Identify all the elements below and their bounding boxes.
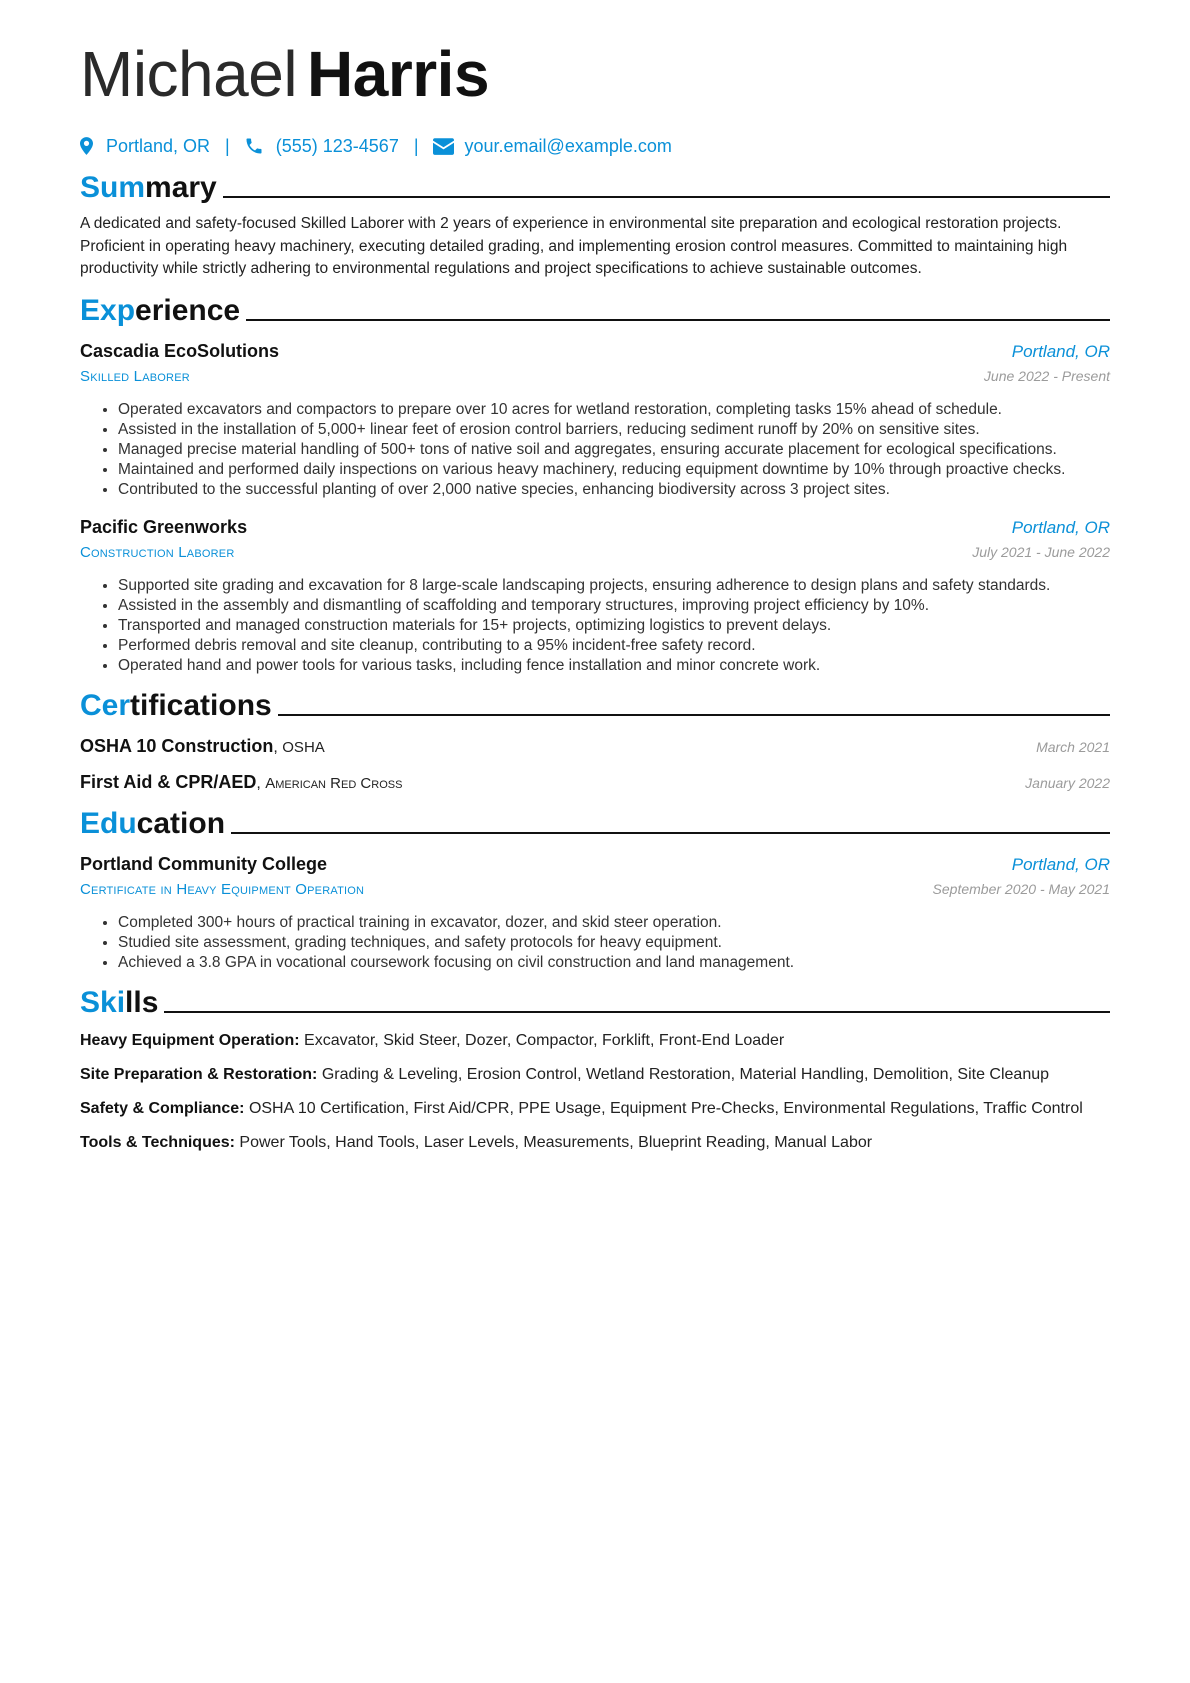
phone-text[interactable]: (555) 123-4567 bbox=[275, 136, 399, 156]
entry-subheader bbox=[80, 542, 1110, 562]
bullet-item: • Assisted in the assembly and dismantling of scaffolding and temporary structures, improving project efficiency by 10%. bbox=[118, 596, 1110, 616]
job-title: Skilled Laborer bbox=[80, 367, 190, 385]
experience-section bbox=[80, 293, 1110, 676]
envelope-icon bbox=[433, 138, 454, 155]
contact-email[interactable] bbox=[433, 134, 672, 158]
certification-issuer: American Red Cross bbox=[265, 774, 403, 792]
heading-accent: Sum bbox=[80, 171, 146, 204]
contact-phone[interactable] bbox=[244, 134, 399, 158]
company-name: Pacific Greenworks bbox=[80, 516, 248, 537]
bullet-item: • Performed debris removal and site cleanup, contributing to a 95% incident-free safety record. bbox=[118, 636, 1110, 656]
bullet-item: • Completed 300+ hours of practical training in excavator, dozer, and skid steer operation. bbox=[118, 913, 1110, 933]
contact-location bbox=[80, 134, 210, 158]
last-name: Harris bbox=[307, 38, 490, 110]
certification-name: First Aid & CPR/AED bbox=[80, 771, 257, 792]
job-location: Portland, OR bbox=[1011, 517, 1110, 537]
heading-rule bbox=[278, 714, 1110, 716]
heading-rest: mary bbox=[145, 171, 217, 204]
skills-section bbox=[80, 985, 1110, 1154]
certification-date: January 2022 bbox=[1025, 774, 1110, 791]
resume-header bbox=[80, 38, 1110, 158]
job-title: Construction Laborer bbox=[80, 543, 235, 561]
contact-info bbox=[80, 134, 1110, 158]
entry-header bbox=[80, 515, 1110, 539]
bullet-item: • Operated excavators and compactors to prepare over 10 acres for wetland restoration, completing tasks 15% ahead of schedule. bbox=[118, 400, 1110, 420]
school-location: Portland, OR bbox=[1011, 854, 1110, 874]
skill-label: Heavy Equipment Operation: bbox=[80, 1031, 300, 1049]
experience-entry bbox=[80, 515, 1110, 676]
certification-title bbox=[80, 770, 402, 796]
program-name: Certificate in Heavy Equipment Operation bbox=[80, 880, 365, 898]
contact-separator: | bbox=[225, 136, 230, 156]
skill-item bbox=[80, 1064, 1110, 1086]
certification-separator: , bbox=[273, 738, 278, 756]
heading-accent: Edu bbox=[80, 806, 137, 840]
certifications-section bbox=[80, 688, 1110, 794]
bullet-item: • Assisted in the installation of 5,000+ linear feet of erosion control barriers, reducing sediment runoff by 20% on sensitive sites. bbox=[118, 420, 1110, 440]
entry-header bbox=[80, 852, 1110, 876]
bullet-item: • Transported and managed construction materials for 15+ projects, optimizing logistics to prevent delays. bbox=[118, 616, 1110, 636]
entry-header bbox=[80, 339, 1110, 363]
skill-value: Excavator, Skid Steer, Dozer, Compactor, Forklift, Front-End Loader bbox=[304, 1031, 785, 1049]
bullet-item: • Achieved a 3.8 GPA in vocational coursework focusing on civil construction and land management. bbox=[118, 953, 1110, 973]
summary-heading bbox=[80, 170, 1110, 206]
company-name: Cascadia EcoSolutions bbox=[80, 340, 280, 361]
section-title bbox=[80, 170, 217, 206]
certification-title bbox=[80, 734, 325, 760]
job-location: Portland, OR bbox=[1011, 341, 1110, 361]
entry-subheader bbox=[80, 366, 1110, 386]
heading-rest: cation bbox=[136, 806, 226, 840]
skill-label: Safety & Compliance: bbox=[80, 1099, 245, 1117]
bullet-item: • Studied site assessment, grading techniques, and safety protocols for heavy equipment. bbox=[118, 933, 1110, 953]
certification-item bbox=[80, 770, 1110, 794]
bullet-item: • Contributed to the successful planting of over 2,000 native species, enhancing biodiversity across 3 project sites. bbox=[118, 480, 1110, 500]
heading-accent: Cer bbox=[80, 688, 131, 722]
bullet-item: • Supported site grading and excavation for 8 large-scale landscaping projects, ensuring adherence to design plans and safety standards. bbox=[118, 576, 1110, 596]
heading-rest: tifications bbox=[130, 688, 272, 722]
heading-rest: lls bbox=[125, 985, 159, 1019]
skills-list bbox=[80, 1030, 1110, 1154]
candidate-name bbox=[80, 38, 1110, 110]
education-entry bbox=[80, 852, 1110, 973]
education-section bbox=[80, 806, 1110, 973]
heading-accent: Exp bbox=[80, 293, 136, 327]
contact-separator: | bbox=[413, 136, 419, 156]
job-bullets bbox=[80, 400, 1110, 500]
heading-rule bbox=[231, 832, 1110, 834]
heading-rest: erience bbox=[135, 293, 241, 327]
certification-name: OSHA 10 Construction bbox=[80, 735, 274, 756]
summary-section bbox=[80, 170, 1110, 281]
job-dates: June 2022 - Present bbox=[983, 367, 1110, 384]
job-bullets bbox=[80, 576, 1110, 676]
skill-label: Site Preparation & Restoration: bbox=[80, 1065, 318, 1083]
certification-item bbox=[80, 734, 1110, 758]
location-text: Portland, OR bbox=[106, 136, 211, 156]
skill-item bbox=[80, 1030, 1110, 1052]
skills-heading bbox=[80, 985, 1110, 1021]
skill-item bbox=[80, 1132, 1110, 1154]
skill-label: Tools & Techniques: bbox=[80, 1133, 235, 1151]
bullet-item: • Operated hand and power tools for various tasks, including fence installation and minor concrete work. bbox=[118, 656, 1110, 676]
experience-entry bbox=[80, 339, 1110, 500]
skill-value: Grading & Leveling, Erosion Control, Wetland Restoration, Material Handling, Demolition, Site Cleanup bbox=[321, 1065, 1050, 1083]
heading-rule bbox=[246, 319, 1110, 321]
education-bullets bbox=[80, 913, 1110, 973]
bullet-item: • Managed precise material handling of 500+ tons of native soil and aggregates, ensuring accurate placement for ecological specifications. bbox=[118, 440, 1110, 460]
education-heading bbox=[80, 806, 1110, 842]
certifications-heading bbox=[80, 688, 1110, 724]
section-title bbox=[80, 293, 240, 329]
phone-icon bbox=[244, 136, 264, 156]
job-dates: July 2021 - June 2022 bbox=[972, 543, 1110, 560]
education-dates: September 2020 - May 2021 bbox=[932, 880, 1110, 897]
certification-separator: , bbox=[256, 774, 261, 792]
heading-accent: Ski bbox=[80, 985, 126, 1019]
certification-date: March 2021 bbox=[1036, 738, 1110, 755]
skill-value: OSHA 10 Certification, First Aid/CPR, PPE Usage, Equipment Pre-Checks, Environmental Regulations, Traffic Control bbox=[248, 1099, 1083, 1117]
first-name: Michael bbox=[80, 38, 298, 110]
section-title bbox=[80, 806, 225, 842]
map-marker-icon bbox=[80, 137, 93, 155]
heading-rule bbox=[164, 1011, 1110, 1013]
experience-heading bbox=[80, 293, 1110, 329]
entry-subheader bbox=[80, 879, 1110, 899]
section-title bbox=[80, 985, 158, 1021]
section-title bbox=[80, 688, 272, 724]
heading-rule bbox=[223, 196, 1110, 198]
bullet-item: • Maintained and performed daily inspections on various heavy machinery, reducing equipment downtime by 10% through proactive checks. bbox=[118, 460, 1110, 480]
summary-text: A dedicated and safety-focused Skilled Laborer with 2 years of experience in environmental site preparation and ecological restoration projects. Proficient in operating heavy machinery, executing detailed grading, and implementing erosion control measures. Committed to maintaining high productivity while strictly adhering to environmental regulations and project specifications to achieve sustainable outcomes. bbox=[80, 215, 1068, 277]
school-name: Portland Community College bbox=[80, 853, 328, 874]
email-text[interactable]: your.email@example.com bbox=[464, 136, 672, 156]
skill-item bbox=[80, 1098, 1110, 1120]
skill-value: Power Tools, Hand Tools, Laser Levels, Measurements, Blueprint Reading, Manual Labor bbox=[239, 1133, 873, 1151]
certification-issuer: OSHA bbox=[282, 738, 325, 756]
